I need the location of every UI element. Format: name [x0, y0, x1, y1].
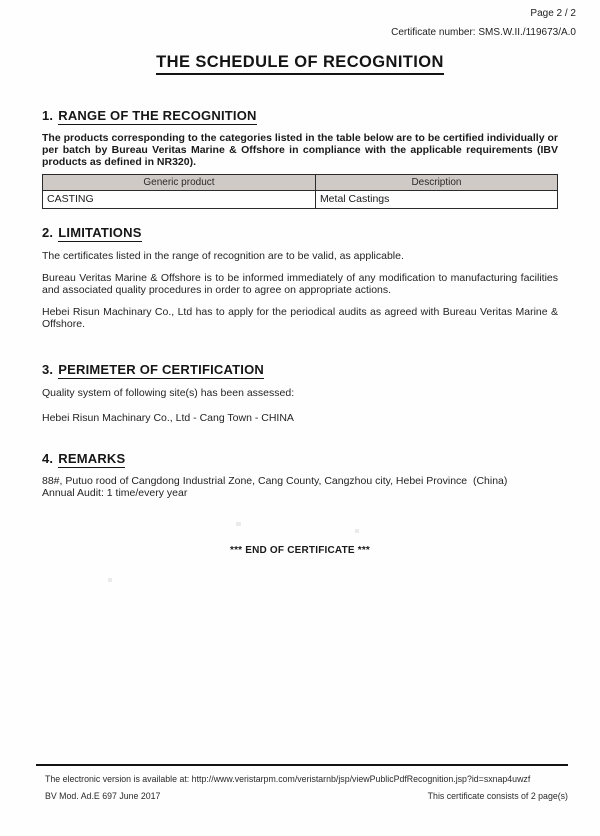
products-table-header-row [43, 175, 558, 191]
page-indicator: Page 2 / 2 [530, 8, 576, 19]
section-number: 1. [42, 108, 54, 123]
section-heading-limitations [42, 225, 558, 240]
section-heading-range [42, 108, 558, 123]
section-number: 2. [42, 225, 54, 240]
range-intro-paragraph: The products corresponding to the categories listed in the table below are to be certified individually or per batch by Bureau Veritas Marine & Offshore in compliance with the applicable requirements (IBV products as defined in NR320). [42, 132, 558, 168]
cell-description: Metal Castings [315, 191, 557, 209]
section-title-text: PERIMETER OF CERTIFICATION [58, 361, 264, 377]
cell-generic-product: CASTING [43, 191, 316, 209]
document-footer [36, 764, 568, 801]
section-title-text: LIMITATIONS [58, 225, 142, 240]
table-row [43, 191, 558, 209]
form-reference: BV Mod. Ad.E 697 June 2017 [45, 791, 161, 801]
electronic-version-note: The electronic version is available at: http://www.veristarpm.com/veristarnb/jsp/viewPublicPdfRecognition.jsp?id=sxnap4uwzf [45, 774, 531, 784]
section-title-text: REMARKS [58, 450, 126, 466]
section-heading-perimeter [42, 362, 558, 377]
footer-divider [36, 764, 568, 766]
remarks-address-line: 88#, Putuo rood of Cangdong Industrial Zone, Cang County, Cangzhou city, Hebei Province (China) [42, 474, 508, 487]
perimeter-paragraph: Quality system of following site(s) has been assessed: [42, 386, 295, 399]
end-of-certificate-marker: *** END OF CERTIFICATE *** [229, 544, 371, 556]
limitations-paragraph: Bureau Veritas Marine & Offshore is to be informed immediately of any modification to manufacturing facilities and associated quality procedures in order to agree on appropriate actions. [42, 271, 558, 296]
document-header [0, 0, 600, 38]
remarks-audit-line: Annual Audit: 1 time/every year [42, 487, 188, 499]
document-content [0, 108, 600, 556]
section-number: 4. [42, 450, 54, 466]
scan-speck [108, 578, 112, 582]
scan-speck [236, 522, 241, 526]
section-number: 3. [42, 361, 54, 377]
title-wrap [0, 53, 600, 75]
section-title-text: RANGE OF THE RECOGNITION [58, 108, 257, 123]
remarks-block [42, 475, 558, 500]
certificate-number: Certificate number: SMS.W.II./119673/A.0 [391, 27, 576, 38]
section-heading-remarks [42, 451, 558, 466]
limitations-paragraph: Hebei Risun Machinary Co., Ltd has to apply for the periodical audits as agreed with Bureau Veritas Marine & Offshore. [42, 305, 558, 330]
page-title: THE SCHEDULE OF RECOGNITION [156, 53, 444, 75]
products-table [42, 174, 558, 209]
scan-speck [355, 529, 359, 533]
page-count-note: This certificate consists of 2 page(s) [427, 791, 568, 801]
table-header-generic-product: Generic product [43, 175, 316, 191]
perimeter-site-line: Hebei Risun Machinary Co., Ltd - Cang Town - CHINA [42, 412, 294, 424]
limitations-paragraph: The certificates listed in the range of recognition are to be valid, as applicable. [42, 250, 404, 262]
table-header-description: Description [315, 175, 557, 191]
